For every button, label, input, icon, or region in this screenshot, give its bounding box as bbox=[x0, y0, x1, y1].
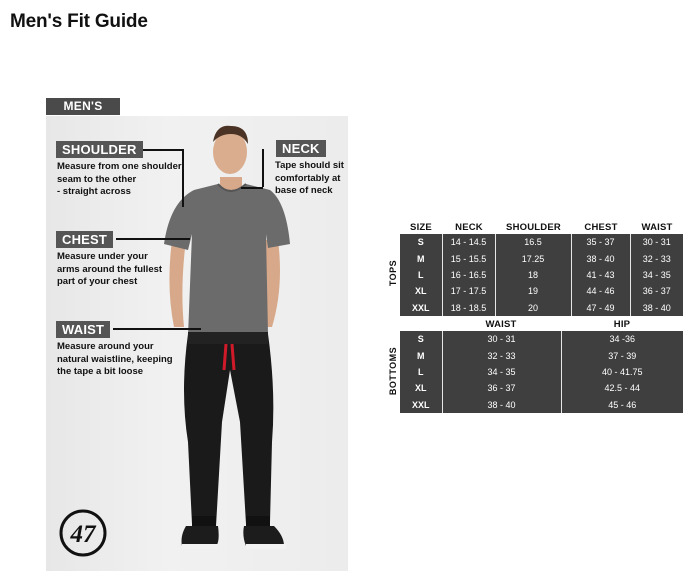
shoulder-leader-drop bbox=[182, 149, 184, 207]
bottoms-size-cell: M bbox=[417, 350, 425, 361]
bottoms-value-cell: 32 - 33 bbox=[442, 347, 561, 363]
tops-value-cell: 17.25 bbox=[495, 250, 571, 266]
tops-value-cell: 38 - 40 bbox=[571, 250, 630, 266]
tops-size-cell: XL bbox=[414, 286, 427, 297]
tops-header-size: SIZE bbox=[410, 222, 432, 233]
shoulder-leader-line bbox=[137, 149, 183, 151]
chest-description: Measure under your arms around the fullest part of your chest bbox=[57, 251, 163, 287]
bottoms-row-s bbox=[400, 331, 683, 347]
bottoms-header-hip: HIP bbox=[613, 319, 631, 330]
tops-value-cell: 17 - 17.5 bbox=[442, 283, 495, 299]
chest-label: CHEST bbox=[56, 231, 113, 248]
bottoms-value-cell: 34 -36 bbox=[561, 331, 683, 347]
neck-leader-horizontal bbox=[241, 187, 263, 189]
bottoms-value-cell: 30 - 31 bbox=[442, 331, 561, 347]
tops-rows bbox=[400, 234, 683, 316]
brand-logo-47 bbox=[58, 508, 108, 558]
neck-label: NECK bbox=[276, 140, 326, 157]
tops-value-cell: 35 - 37 bbox=[571, 234, 630, 250]
tops-value-cell: 18 - 18.5 bbox=[442, 300, 495, 316]
shoulder-description: Measure from one shoulder seam to the other - straight across bbox=[57, 161, 182, 197]
bottoms-row-xl bbox=[400, 380, 683, 396]
bottoms-value-cell: 38 - 40 bbox=[442, 397, 561, 413]
bottoms-value-cell: 42.5 - 44 bbox=[561, 380, 683, 396]
bottoms-value-cell: 45 - 46 bbox=[561, 397, 683, 413]
page-title: Men's Fit Guide bbox=[10, 11, 148, 32]
tops-value-cell: 32 - 33 bbox=[630, 250, 683, 266]
tops-row-xl bbox=[400, 283, 683, 299]
bottoms-size-cell: L bbox=[418, 366, 424, 377]
tops-value-cell: 41 - 43 bbox=[571, 267, 630, 283]
waist-description: Measure around your natural waistline, keeping the tape a bit loose bbox=[57, 341, 173, 377]
tops-row-m bbox=[400, 250, 683, 266]
tops-size-cell: S bbox=[417, 237, 424, 248]
bottoms-size-cell: S bbox=[417, 334, 424, 345]
tops-row-s bbox=[400, 234, 683, 250]
waist-leader-line bbox=[113, 328, 201, 330]
bottoms-size-cell: XL bbox=[414, 383, 427, 394]
neck-description: Tape should sit comfortably at base of neck bbox=[275, 160, 344, 196]
tops-row-xxl bbox=[400, 300, 683, 316]
tops-row-l bbox=[400, 267, 683, 283]
bottoms-row-m bbox=[400, 347, 683, 363]
bottoms-size-table bbox=[400, 331, 683, 413]
bottoms-value-cell: 36 - 37 bbox=[442, 380, 561, 396]
bottoms-header-waist: WAIST bbox=[485, 319, 517, 330]
section-label-mens: MEN'S bbox=[46, 98, 120, 115]
bottoms-row-xxl bbox=[400, 397, 683, 413]
tops-size-table bbox=[400, 234, 683, 316]
logo-text: 47 bbox=[70, 521, 96, 548]
tops-value-cell: 20 bbox=[495, 300, 571, 316]
bottoms-row-l bbox=[400, 364, 683, 380]
bottoms-value-cell: 37 - 39 bbox=[561, 347, 683, 363]
tops-header-chest: CHEST bbox=[584, 222, 618, 233]
chest-leader-line bbox=[116, 238, 190, 240]
tops-header-waist: WAIST bbox=[641, 222, 673, 233]
waist-label: WAIST bbox=[56, 321, 110, 338]
tops-value-cell: 44 - 46 bbox=[571, 283, 630, 299]
tops-value-cell: 16.5 bbox=[495, 234, 571, 250]
tops-side-label: TOPS bbox=[388, 259, 398, 287]
tops-value-cell: 16 - 16.5 bbox=[442, 267, 495, 283]
bottoms-size-cell: XXL bbox=[411, 399, 430, 410]
tops-size-cell: L bbox=[418, 269, 424, 280]
tops-value-cell: 34 - 35 bbox=[630, 267, 683, 283]
tops-value-cell: 47 - 49 bbox=[571, 300, 630, 316]
neck-leader-line bbox=[262, 149, 264, 187]
bottoms-value-cell: 40 - 41.75 bbox=[561, 364, 683, 380]
tops-value-cell: 19 bbox=[495, 283, 571, 299]
bottoms-rows bbox=[400, 331, 683, 413]
tops-value-cell: 36 - 37 bbox=[630, 283, 683, 299]
tops-value-cell: 38 - 40 bbox=[630, 300, 683, 316]
shoulder-label: SHOULDER bbox=[56, 141, 143, 158]
bottoms-value-cell: 34 - 35 bbox=[442, 364, 561, 380]
tops-value-cell: 14 - 14.5 bbox=[442, 234, 495, 250]
bottoms-side-label: BOTTOMS bbox=[388, 346, 398, 396]
tops-size-cell: M bbox=[417, 253, 425, 264]
tops-header-neck: NECK bbox=[455, 222, 483, 233]
tops-value-cell: 15 - 15.5 bbox=[442, 250, 495, 266]
tops-value-cell: 18 bbox=[495, 267, 571, 283]
tops-header-shoulder: SHOULDER bbox=[506, 222, 561, 233]
tops-size-cell: XXL bbox=[411, 302, 430, 313]
tops-value-cell: 30 - 31 bbox=[630, 234, 683, 250]
